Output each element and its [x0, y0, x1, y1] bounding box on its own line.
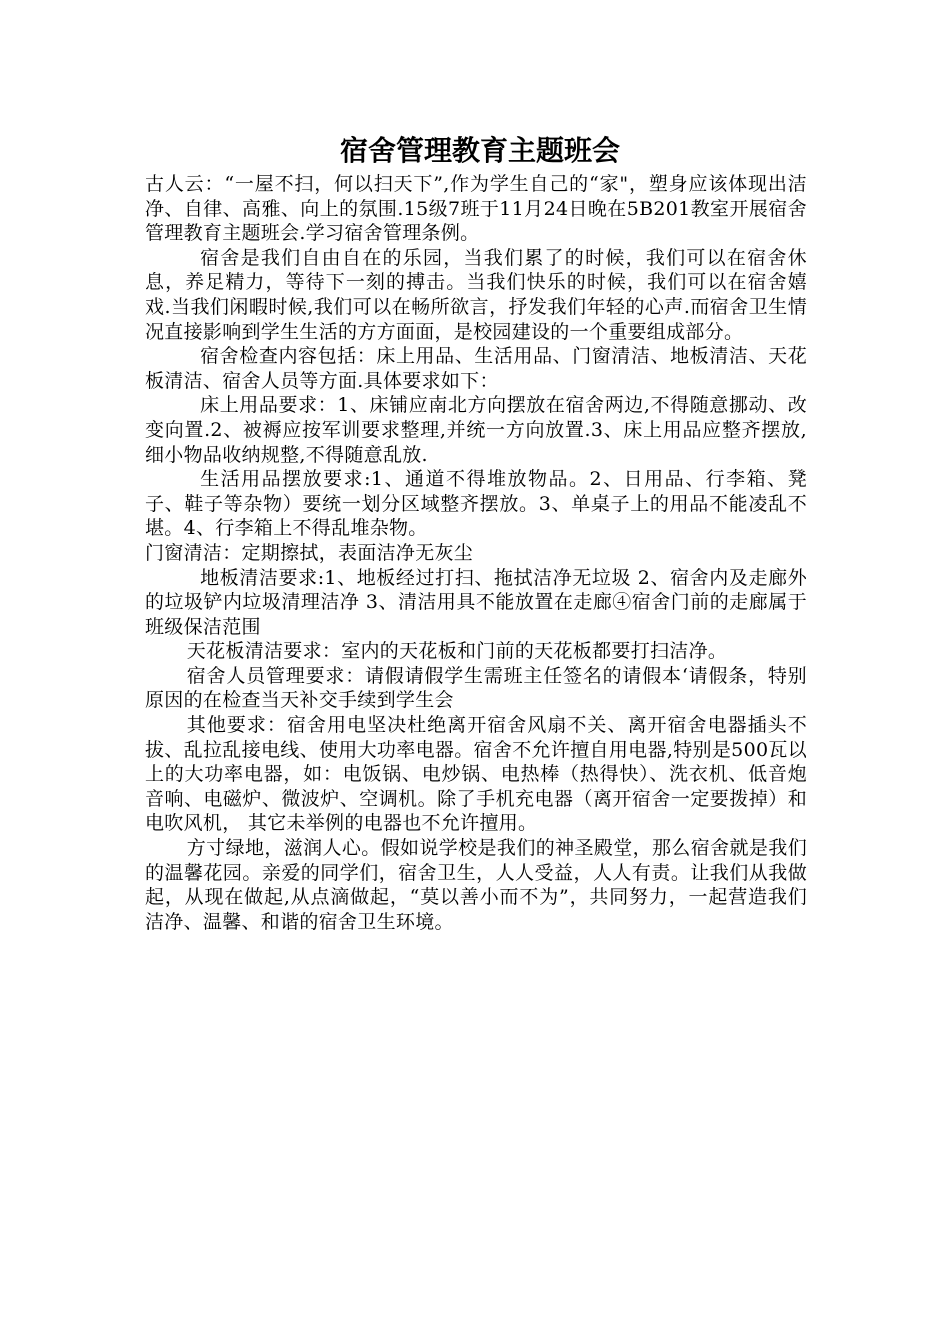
paragraph-dorm-paradise: 宿舍是我们自由自在的乐园，当我们累了的时候，我们可以在宿舍休息，养足精力，等待下一刻的搏击。当我们快乐的时候，我们可以在宿舍嬉戏.当我们闲暇时候,我们可以在畅所欲言，抒发我们年轻的心声.而宿舍卫生情况直接影响到学生生活的方方面面，是校园建设的一个重要组成部分。	[145, 246, 807, 343]
paragraph-ceiling-cleaning: 天花板清洁要求：室内的天花板和门前的天花板都要打扫洁净。	[186, 640, 728, 663]
paragraph-intro: 古人云：“一屋不扫，何以扫天下”,作为学生自己的“家"，塑身应该体现出洁净、自律、高雅、向上的氛围.15级7班于11月24日晚在5B201教室开展宿舍管理教育主题班会.学习宿舍管理条例。	[145, 173, 807, 245]
paragraph-bedding-requirements: 床上用品要求：1、床铺应南北方向摆放在宿舍两边,不得随意挪动、改变向置.2、被褥应按军训要求整理,并统一方向放置.3、床上用品应整齐摆放,细小物品收纳规整,不得随意乱放.	[145, 394, 807, 466]
paragraph-floor-cleaning: 地板清洁要求:1、地板经过打扫、拖拭洁净无垃圾 2、宿舍内及走廊外的垃圾铲内垃圾清理洁净 3、清洁用具不能放置在走廊④宿舍门前的走廊属于班级保洁范围	[145, 566, 807, 638]
paragraph-personnel-management: 宿舍人员管理要求：请假请假学生需班主任签名的请假本‘请假条，特别原因的在检查当天补交手续到学生会	[145, 664, 807, 712]
paragraph-window-cleaning: 门窗清洁：定期擦拭，表面洁净无灰尘	[145, 541, 474, 564]
paragraph-closing: 方寸绿地，滋润人心。假如说学校是我们的神圣殿堂，那么宿舍就是我们的温馨花园。亲爱的同学们，宿舍卫生，人人受益，人人有责。让我们从我做起，从现在做起,从点滴做起，“莫以善小而不为”，共同努力，一起营造我们洁净、温馨、和谐的宿舍卫生环境。	[145, 837, 807, 933]
document-title: 宿舍管理教育主题班会	[339, 134, 620, 167]
paragraph-daily-items-requirements: 生活用品摆放要求:1、通道不得堆放物品。2、日用品、行李箱、凳子、鞋子等杂物）要统一划分区域整齐摆放。3、单桌子上的用品不能凌乱不堪。4、行李箱上不得乱堆杂物。	[145, 468, 807, 540]
document-body	[145, 172, 807, 934]
paragraph-inspection-scope: 宿舍检查内容包括：床上用品、生活用品、门窗清洁、地板清洁、天花板清洁、宿舍人员等方面.具体要求如下：	[145, 345, 807, 392]
document-page	[145, 130, 807, 934]
paragraph-other-requirements: 其他要求：宿舍用电坚决杜绝离开宿舍风扇不关、离开宿舍电器插头不拔、乱拉乱接电线、使用大功率电器。宿舍不允许擅自用电器,特别是500瓦以上的大功率电器，如：电饭锅、电炒锅、电热棒（热得快）、洗衣机、低音炮音响、电磁炉、微波炉、空调机。除了手机充电器（离开宿舍一定要拨掉）和电吹风机， 其它未举例的电器也不允许擅用。	[145, 714, 807, 835]
